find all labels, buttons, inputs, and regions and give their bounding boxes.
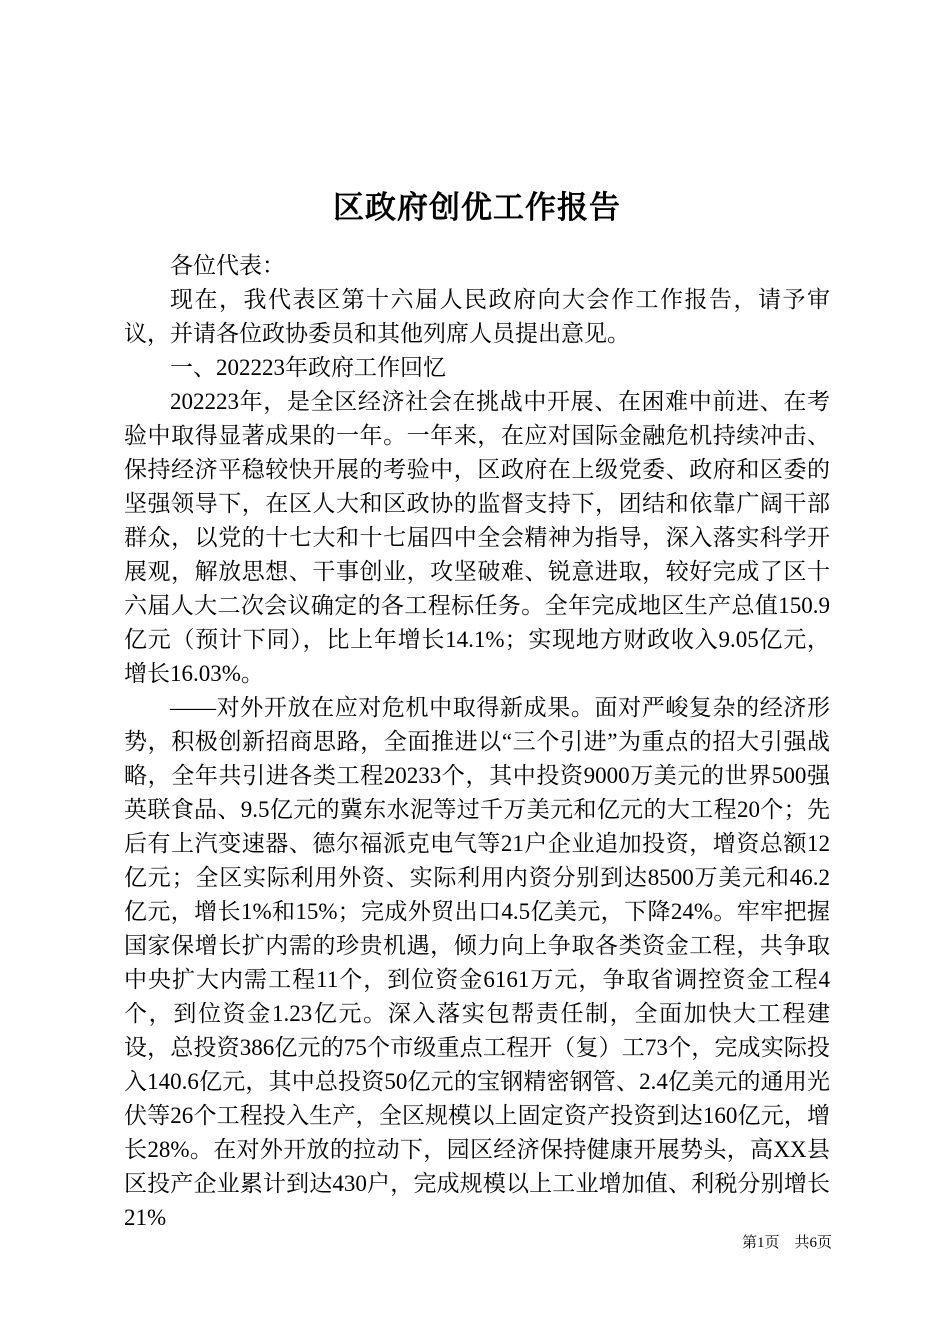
paragraph-intro: 现在，我代表区第十六届人民政府向大会作工作报告，请予审议，并请各位政协委员和其他列席人员提出意见。 bbox=[124, 287, 830, 346]
document-title: 区政府创优工作报告 bbox=[333, 190, 621, 225]
paragraph-opening-up: ——对外开放在应对危机中取得新成果。面对严峻复杂的经济形势，积极创新招商思路，全面推进以“三个引进”为重点的招大引强战略，全年共引进各类工程20233个，其中投资9000万美元的世界500强英联食品、9.5亿元的冀东水泥等过千万美元和亿元的大工程20个；先后有上汽变速器、德尔福派克电气等21户企业追加投资，增资总额12亿元；全区实际利用外资、实际利用内资分别到达8500万美元和46.2亿元，增长1%和15%；完成外贸出口4.5亿美元，下降24%。牢牢把握国家保增长扩内需的珍贵机遇，倾力向上争取各类资金工程，共争取中央扩大内需工程11个，到位资金6161万元，争取省调控资金工程4个，到位资金1.23亿元。深入落实包帮责任制，全面加快大工程建设，总投资386亿元的75个市级重点工程开（复）工73个，完成实际投入140.6亿元，其中总投资50亿元的宝钢精密钢管、2.4亿美元的通用光伏等26个工程投入生产，全区规模以上固定资产投资到达160亿元，增长28%。在对外开放的拉动下，园区经济保持健康开展势头，高XX县区投产企业累计到达430户，完成规模以上工业增加值、利税分别增长21% bbox=[124, 695, 831, 1230]
paragraph-salutation: 各位代表： bbox=[170, 253, 285, 278]
page-number-footer: 第1页 共6页 bbox=[741, 1235, 832, 1251]
paragraph-section-heading: 一、202223年政府工作回忆 bbox=[170, 355, 446, 380]
paragraph-overview: 202223年，是全区经济社会在挑战中开展、在困难中前进、在考验中取得显著成果的一年。一年来，在应对国际金融危机持续冲击、保持经济平稳较快开展的考验中，区政府在上级党委、政府和区委的坚强领导下，在区人大和区政协的监督支持下，团结和依靠广阔干部群众，以党的十七大和十七届四中全会精神为指导，深入落实科学开展观，解放思想、干事创业，攻坚破难、锐意进取，较好完成了区十六届人大二次会议确定的各工程标任务。全年完成地区生产总值150.9亿元（预计下同），比上年增长14.1%；实现地方财政收入9.05亿元，增长16.03%。 bbox=[124, 389, 830, 686]
document-body bbox=[124, 249, 830, 1235]
